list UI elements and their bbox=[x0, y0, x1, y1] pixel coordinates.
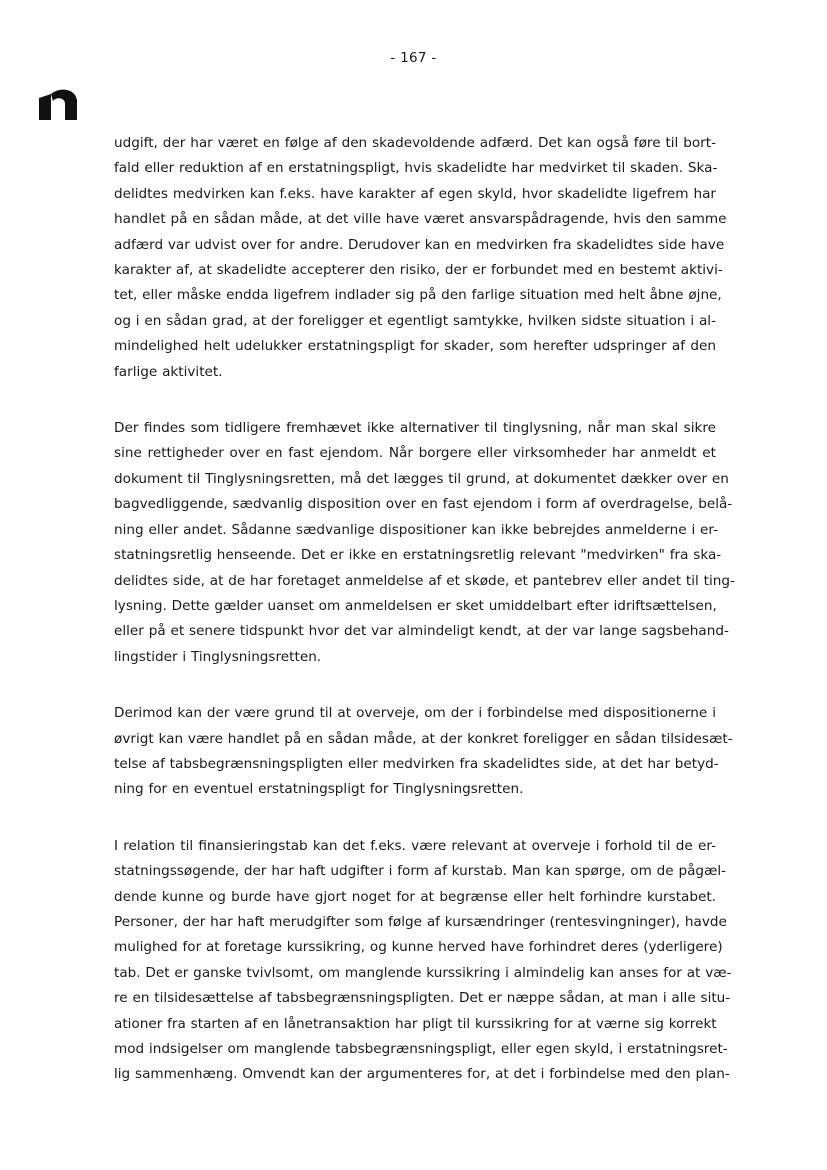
text-line: adfærd var udvist over for andre. Derudover kan en medvirken fra skadelidtes side have bbox=[114, 236, 725, 253]
text-line: statningssøgende, der har haft udgifter i form af kurstab. Man kan spørge, om de pågæl- bbox=[114, 863, 727, 880]
text-line: fald eller reduktion af en erstatningspligt, hvis skadelidte har medvirket til skaden. Ska- bbox=[114, 160, 718, 177]
text-line: delidtes medvirken kan f.eks. have karakter af egen skyld, hvor skadelidte ligefrem har bbox=[114, 185, 716, 202]
text-line: Personer, der har haft merudgifter som følge af kursændringer (rentesvingninger), havde bbox=[114, 913, 727, 930]
text-line: I relation til finansieringstab kan det f.eks. være relevant at overveje i forhold til de er- bbox=[114, 837, 716, 854]
text-line: eller på et senere tidspunkt hvor det var almindeligt kendt, at der var lange sagsbehand- bbox=[114, 623, 729, 640]
text-line: mulighed for at foretage kurssikring, og kunne herved have forhindret deres (yderligere) bbox=[114, 939, 723, 956]
text-line: statningsretlig henseende. Det er ikke en erstatningsretlig relevant "medvirken" fra ska- bbox=[114, 547, 722, 564]
text-line: ning for en eventuel erstatningspligt for Tinglysningsretten. bbox=[114, 781, 524, 798]
text-line: mindelighed helt udelukker erstatningspligt for skader, som herefter udspringer af den bbox=[114, 338, 716, 355]
text-line: karakter af, at skadelidte accepterer den risiko, der er forbundet med en bestemt aktivi- bbox=[114, 262, 723, 279]
text-line: og i en sådan grad, at der foreligger et egentligt samtykke, hvilken sidste situation i al- bbox=[114, 312, 716, 329]
text-line: udgift, der har været en følge af den skadevoldende adfærd. Det kan også føre til bort- bbox=[114, 135, 716, 151]
publisher-mark-shape bbox=[39, 90, 77, 120]
text-line: farlige aktivitet. bbox=[114, 363, 223, 380]
text-line: Derimod kan der være grund til at overveje, om der i forbindelse med dispositionerne i bbox=[114, 705, 716, 722]
text-line: re en tilsidesættelse af tabsbegrænsningspligten. Det er næppe sådan, at man i alle situ- bbox=[114, 990, 731, 1007]
text-line: tet, eller måske endda ligefrem indlader sig på den farlige situation med helt åbne øjne, bbox=[114, 287, 722, 304]
text-line: lig sammenhæng. Omvendt kan der argumenteres for, at det i forbindelse med den plan- bbox=[114, 1066, 730, 1083]
paragraph-1 bbox=[114, 131, 727, 385]
page-number: - 167 - bbox=[390, 50, 437, 66]
text-line: ationer fra starten af en lånetransaktion har pligt til kurssikring for at værne sig korrekt bbox=[114, 1015, 717, 1032]
text-line: sine rettigheder over en fast ejendom. Når borgere eller virksomheder har anmeldt et bbox=[114, 445, 716, 462]
text-line: lysning. Dette gælder uanset om anmeldelsen er sket umiddelbart efter idriftsættelsen, bbox=[114, 597, 717, 614]
paragraph-4 bbox=[114, 834, 732, 1088]
text-line: mod indsigelser om manglende tabsbegrænsningspligt, eller egen skyld, i erstatningsret- bbox=[114, 1041, 728, 1057]
text-line: tab. Det er ganske tvivlsomt, om manglende kurssikring i almindelig kan anses for at væ- bbox=[114, 964, 732, 981]
text-line: lingstider i Tinglysningsretten. bbox=[114, 648, 322, 665]
paragraph-2 bbox=[114, 416, 735, 670]
text-line: Der findes som tidligere fremhævet ikke alternativer til tinglysning, når man skal sikre bbox=[114, 420, 716, 437]
text-line: ning eller andet. Sådanne sædvanlige dispositioner kan ikke bebrejdes anmelderne i er- bbox=[114, 521, 719, 538]
text-line: bagvedliggende, sædvanlig disposition over en fast ejendom i form af overdragelse, belå- bbox=[114, 496, 733, 513]
document-body bbox=[114, 131, 735, 1119]
text-line: telse af tabsbegrænsningspligten eller medvirken fra skadelidtes side, at det har betyd- bbox=[114, 755, 719, 772]
text-line: delidtes side, at de har foretaget anmeldelse af et skøde, et pantebrev eller andet til ting- bbox=[114, 572, 735, 589]
text-line: dokument til Tinglysningsretten, må det lægges til grund, at dokumentet dækker over en bbox=[114, 470, 729, 487]
publisher-mark-icon bbox=[37, 86, 79, 122]
text-line: øvrigt kan være handlet på en sådan måde, at der konkret foreligger en sådan tilsidesæt- bbox=[114, 730, 733, 747]
text-line: handlet på en sådan måde, at det ville have været ansvarspådragende, hvis den samme bbox=[114, 211, 727, 228]
text-line: dende kunne og burde have gjort noget for at begrænse eller helt forhindre kurstabet. bbox=[114, 888, 716, 905]
paragraph-3 bbox=[114, 701, 733, 803]
